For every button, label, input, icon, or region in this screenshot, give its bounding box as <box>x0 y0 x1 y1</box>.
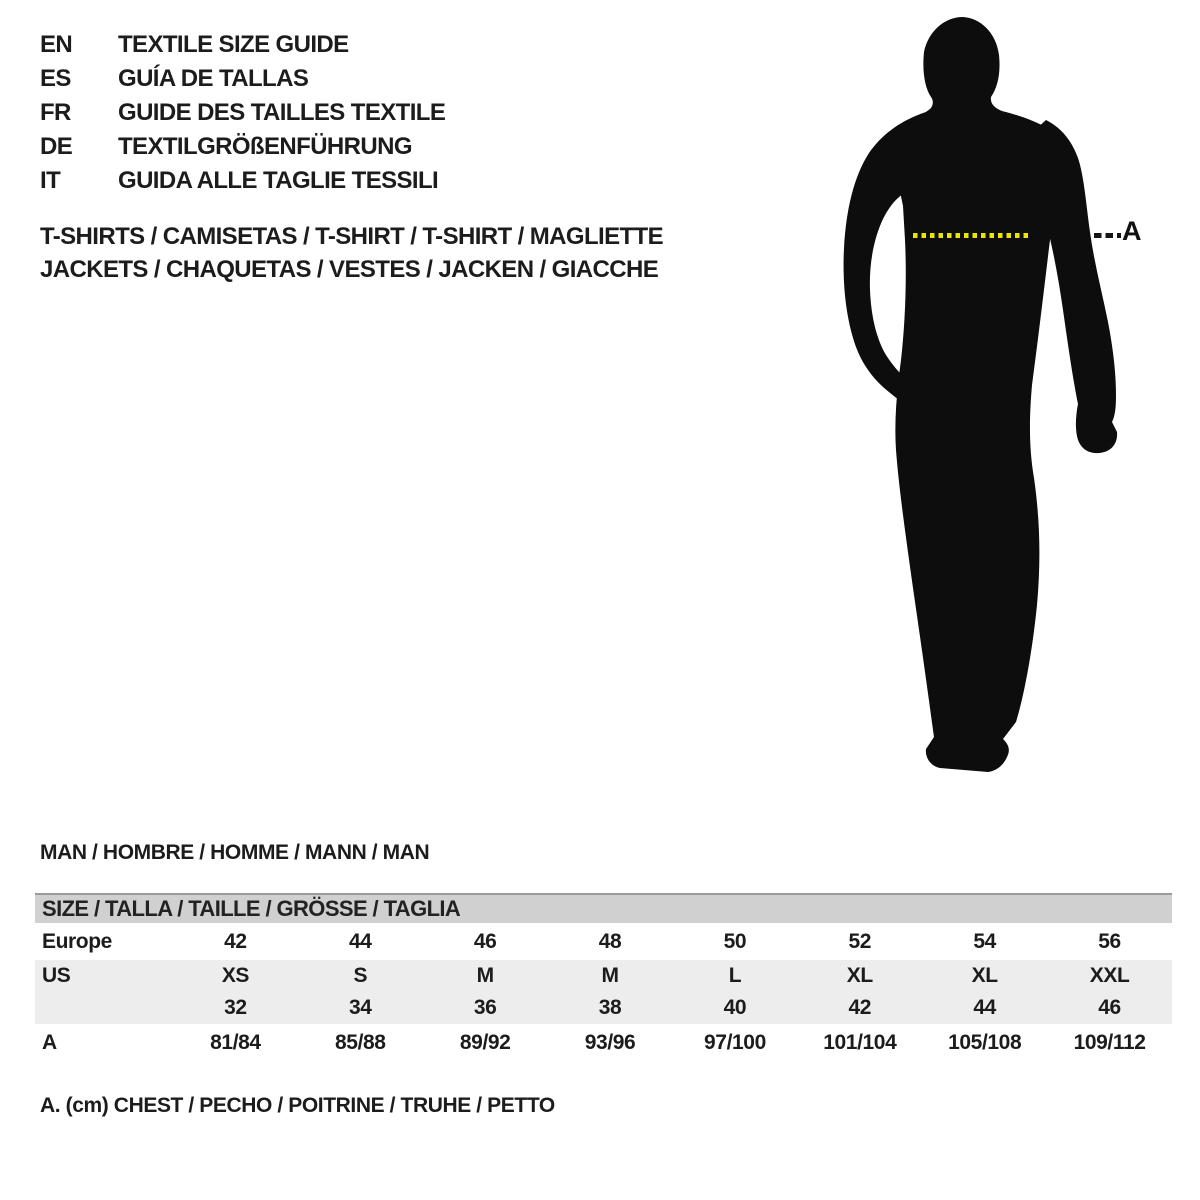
size-cell: 89/92 <box>459 1030 511 1054</box>
size-cell: 81/84 <box>210 1030 261 1054</box>
table-row-us-numeric <box>35 992 1172 1024</box>
table-row-europe <box>35 923 1172 960</box>
table-row-chest-a <box>35 1024 1172 1061</box>
size-cell: 109/112 <box>1073 1030 1146 1054</box>
language-title: TEXTILGRÖßENFÜHRUNG <box>118 133 412 160</box>
size-cell: S <box>353 964 368 987</box>
right-arm-path <box>1035 120 1117 453</box>
size-cell: 42 <box>224 929 247 953</box>
size-cell: L <box>728 964 742 987</box>
section-title-man: MAN / HOMBRE / HOMME / MANN / MAN <box>40 841 430 864</box>
language-code: EN <box>40 31 73 58</box>
size-cell: 44 <box>973 996 996 1019</box>
size-cell: 54 <box>973 929 996 953</box>
size-cell: XS <box>221 964 250 987</box>
language-list <box>40 28 445 198</box>
size-cell: 36 <box>473 996 497 1019</box>
language-row <box>40 130 445 164</box>
size-cell: 32 <box>224 996 247 1019</box>
size-cell: 85/88 <box>335 1030 386 1054</box>
language-row <box>40 28 445 62</box>
size-cell: 46 <box>473 929 497 953</box>
size-cell: 42 <box>848 996 872 1019</box>
size-cell: 97/100 <box>704 1030 766 1054</box>
size-cell: 46 <box>1098 996 1121 1019</box>
language-code: DE <box>40 133 73 160</box>
size-cell: 40 <box>723 996 747 1019</box>
size-cell: M <box>601 964 619 987</box>
row-label: Europe <box>42 929 112 953</box>
size-table-header: SIZE / TALLA / TAILLE / GRÖSSE / TAGLIA <box>35 893 1172 923</box>
size-cell: XL <box>846 964 873 987</box>
language-code: IT <box>40 167 61 194</box>
measurement-footnote: A. (cm) CHEST / PECHO / POITRINE / TRUHE / PETTO <box>40 1094 555 1117</box>
category-line-tshirts: T-SHIRTS / CAMISETAS / T-SHIRT / T-SHIRT / MAGLIETTE <box>40 223 664 250</box>
language-title: GUIDE DES TAILLES TEXTILE <box>118 99 446 126</box>
category-line-jackets: JACKETS / CHAQUETAS / VESTES / JACKEN / GIACCHE <box>40 256 659 283</box>
language-title: GUÍA DE TALLAS <box>118 65 309 92</box>
size-cell: 44 <box>349 929 372 953</box>
row-label: US <box>42 964 71 987</box>
size-cell: XL <box>971 964 998 987</box>
language-row <box>40 62 445 96</box>
size-table <box>35 893 1172 1061</box>
row-label: A <box>42 1030 57 1054</box>
size-cell: 93/96 <box>584 1030 636 1054</box>
size-cell: XXL <box>1089 964 1130 987</box>
language-code: ES <box>40 65 71 92</box>
language-row <box>40 164 445 198</box>
man-silhouette <box>830 0 1170 800</box>
size-cell: 56 <box>1098 929 1121 953</box>
size-cell: 52 <box>848 929 872 953</box>
size-cell: 105/108 <box>948 1030 1022 1054</box>
measure-label-a: A <box>1122 216 1142 246</box>
language-row <box>40 96 445 130</box>
size-cell: 38 <box>598 996 622 1019</box>
size-cell: 101/104 <box>823 1030 897 1054</box>
category-lines <box>40 220 663 286</box>
language-code: FR <box>40 99 71 126</box>
size-cell: 48 <box>598 929 622 953</box>
size-cell: M <box>476 964 494 987</box>
language-title: TEXTILE SIZE GUIDE <box>118 31 349 58</box>
language-title: GUIDA ALLE TAGLIE TESSILI <box>118 167 439 194</box>
size-cell: 34 <box>349 996 372 1019</box>
size-cell: 50 <box>723 929 747 953</box>
table-row-us <box>35 960 1172 992</box>
